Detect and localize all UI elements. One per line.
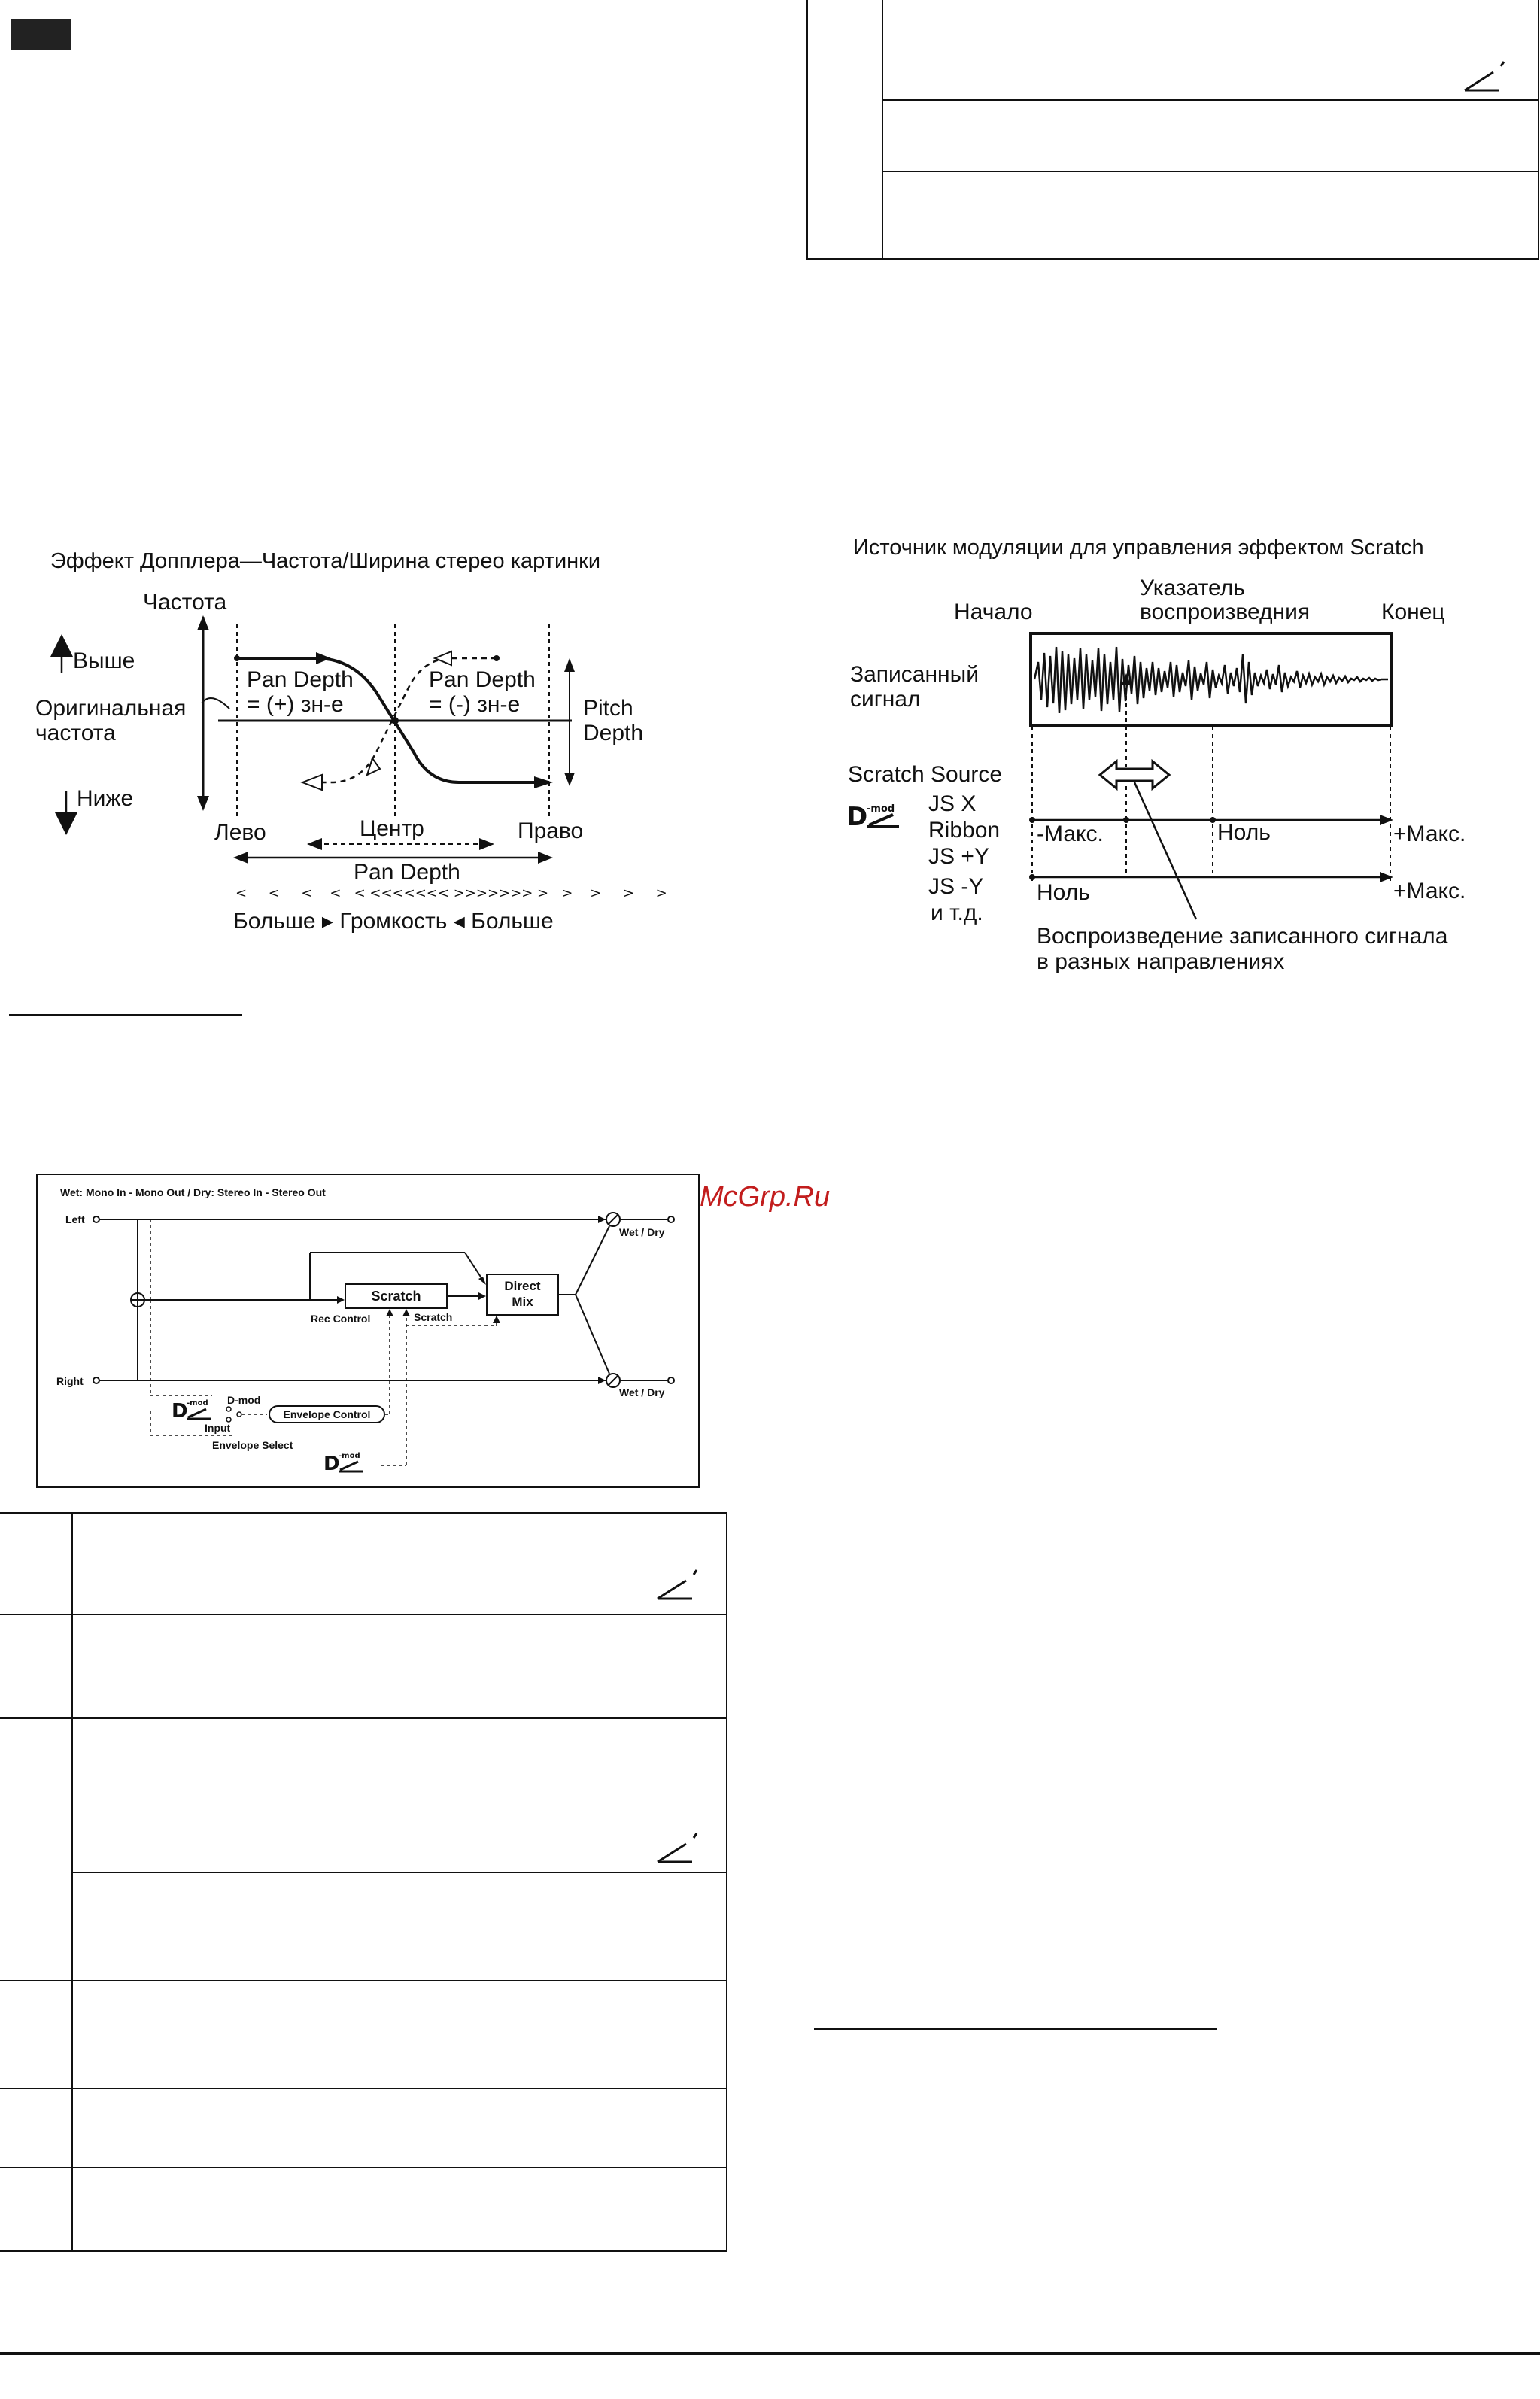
table-divider xyxy=(0,1980,727,1981)
recorded-label-2: сигнал xyxy=(850,687,921,712)
scratch-block xyxy=(345,1283,448,1309)
pointer-label-1: Указатель xyxy=(1140,575,1245,600)
table-divider xyxy=(882,0,883,260)
wet-dry-top-label: Wet / Dry xyxy=(619,1226,665,1238)
dmod-icon xyxy=(323,1450,376,1476)
source-js-plus-y: JS +Y xyxy=(928,844,989,869)
pointer-label-2: воспроизведния xyxy=(1140,600,1311,624)
wet-dry-bottom-label: Wet / Dry xyxy=(619,1386,665,1398)
table-divider xyxy=(0,1717,727,1719)
table-divider xyxy=(0,1614,727,1615)
section-rule xyxy=(9,1014,242,1016)
volume-label: Больше ▸ Громкость ◂ Больше xyxy=(233,909,554,934)
svg-text:-mod: -mod xyxy=(187,1399,208,1408)
dmod-icon xyxy=(846,801,922,831)
source-ribbon: Ribbon xyxy=(928,818,1001,843)
scratch-source-label: Scratch Source xyxy=(848,762,1003,787)
dmod-label: D-mod xyxy=(227,1394,261,1406)
scratch-mod-caption: Источник модуляции для управления эффектом Scratch xyxy=(853,536,1424,560)
zero-label: Ноль xyxy=(1217,820,1271,845)
playback-note-2: в разных направлениях xyxy=(1037,949,1285,974)
freq-axis-label: Частота xyxy=(143,590,227,615)
envelope-control-block xyxy=(269,1405,385,1423)
pan-depth-plus-2: = (+) зн-е xyxy=(247,692,344,717)
scratch-small-label: Scratch xyxy=(414,1311,453,1323)
watermark-text: McGrp.Ru xyxy=(700,1181,831,1213)
zero2-label: Ноль xyxy=(1037,880,1090,905)
plus-max2-label: +Макс. xyxy=(1393,879,1466,903)
original-freq-label-2: частота xyxy=(35,721,116,746)
input-label: Input xyxy=(205,1422,231,1434)
right-input-label: Right xyxy=(56,1375,84,1387)
svg-text:< < < < < <<<<<<<: < < < < < <<<<<<< >>>>>>> > > > > > xyxy=(235,885,667,901)
center-label: Центр xyxy=(360,816,424,841)
pan-depth-minus-2: = (-) зн-е xyxy=(429,692,521,717)
table-divider xyxy=(0,2088,727,2089)
lower-label: Ниже xyxy=(77,786,134,811)
doppler-caption: Эффект Допплера—Частота/Ширина стерео картинки xyxy=(50,549,601,573)
minus-max-label: -Макс. xyxy=(1037,821,1104,846)
higher-label: Выше xyxy=(73,648,135,673)
dmod-icon xyxy=(172,1398,224,1423)
recorded-label-1: Записанный xyxy=(850,662,979,687)
mod-source-icon xyxy=(656,1568,701,1602)
scratch-block-label: Scratch xyxy=(371,1289,421,1304)
parameter-table-top xyxy=(806,0,1539,260)
table-divider xyxy=(0,2167,727,2168)
left-input-label: Left xyxy=(65,1213,85,1225)
pan-depth-plus-1: Pan Depth xyxy=(247,667,354,692)
pitch-depth-1: Pitch xyxy=(583,696,633,721)
table-divider xyxy=(882,171,1539,172)
page-footer-rule xyxy=(0,2352,1540,2355)
left-label: Лево xyxy=(214,820,266,845)
rec-control-label: Rec Control xyxy=(311,1313,371,1325)
start-label: Начало xyxy=(954,600,1033,624)
block-diagram-title: Wet: Mono In - Mono Out / Dry: Stereo In - Stereo Out xyxy=(60,1186,326,1198)
table-divider xyxy=(71,1512,73,2252)
source-jsx: JS X xyxy=(928,791,977,816)
playback-note-1: Воспроизведение записанного сигнала xyxy=(1037,924,1448,949)
svg-text:-mod: -mod xyxy=(339,1452,360,1460)
pitch-depth-2: Depth xyxy=(583,721,644,746)
direct-mix-label-1: Direct xyxy=(504,1279,541,1293)
original-freq-label-1: Оригинальная xyxy=(35,696,187,721)
table-divider xyxy=(71,1872,727,1873)
plus-max-label: +Макс. xyxy=(1393,821,1466,846)
right-label: Право xyxy=(518,818,584,843)
source-js-minus-y: JS -Y xyxy=(928,874,984,899)
parameter-table-bottom xyxy=(0,1512,727,2252)
end-label: Конец xyxy=(1381,600,1445,624)
pan-depth-label: Pan Depth xyxy=(354,860,460,885)
pan-depth-minus-1: Pan Depth xyxy=(429,667,536,692)
svg-text:-mod: -mod xyxy=(867,803,895,815)
mod-source-icon xyxy=(1463,60,1508,94)
mod-source-icon xyxy=(656,1832,701,1866)
block-diagram-wiring xyxy=(0,0,1,1)
page-header-block xyxy=(11,19,71,50)
section-rule xyxy=(814,2028,1217,2030)
envelope-control-label: Envelope Control xyxy=(283,1408,371,1420)
svg-text:D: D xyxy=(172,1400,188,1423)
envelope-select-label: Envelope Select xyxy=(212,1439,293,1451)
svg-text:D: D xyxy=(846,802,868,832)
direct-mix-label-2: Mix xyxy=(512,1295,533,1309)
svg-text:D: D xyxy=(323,1453,340,1475)
direct-mix-block xyxy=(486,1274,559,1316)
source-etc: и т.д. xyxy=(931,900,983,925)
table-divider xyxy=(882,99,1539,101)
